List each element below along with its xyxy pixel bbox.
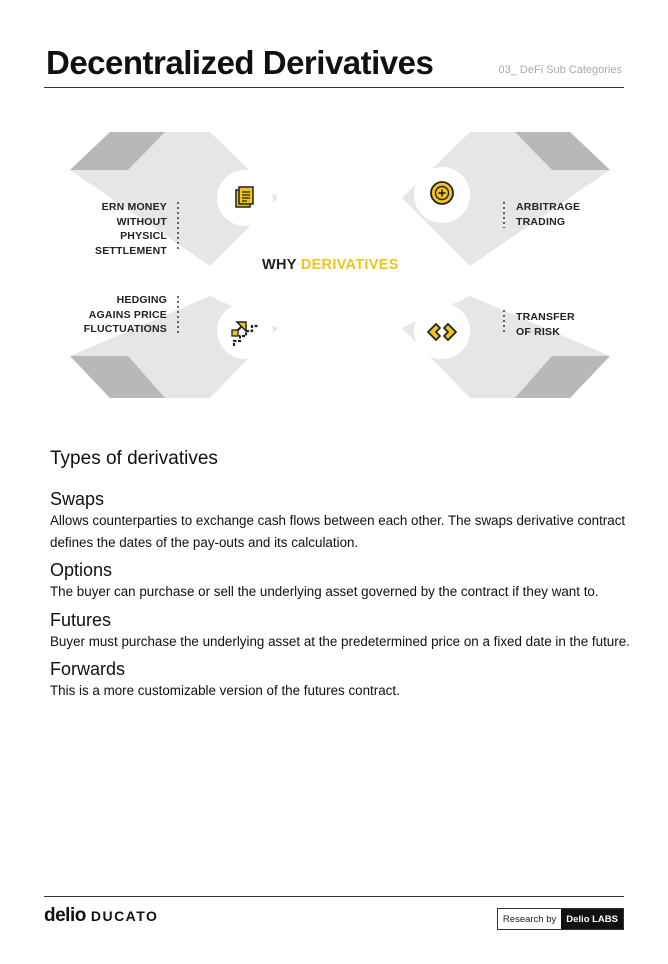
type-item-forwards [50,658,630,702]
type-item-swaps [50,488,630,553]
page-title: Decentralized Derivatives [46,44,434,81]
type-description: The buyer can purchase or sell the underlying asset governed by the contract if they want to. [50,584,599,599]
brand-logo [44,905,158,927]
center-title-prefix: WHY [262,257,297,273]
coin-plus-icon [431,182,453,204]
type-item-futures [50,609,630,653]
types-heading: Types of derivatives [50,448,218,469]
research-label: Research by [502,913,557,925]
block-label-top-left: ERN MONEY WITHOUT PHYSICL SETTLEMENT [95,201,167,257]
block-label-top-right: ARBITRAGE TRADING [516,201,581,228]
center-title-accent: DERIVATIVES [300,257,399,273]
type-name: Options [50,560,113,580]
type-name: Futures [50,609,112,630]
research-brand: Delio LABS [561,909,623,929]
why-derivatives-infographic [60,120,620,410]
document-icon [236,187,253,207]
block-label-bottom-right: TRANSFER OF RISK [516,311,575,338]
type-item-options [50,559,630,603]
type-description: Buyer must purchase the underlying asset at the predetermined price on a fixed date in the future. [50,633,630,649]
types-of-derivatives-section [50,448,630,708]
page-header [44,40,624,88]
brand-sub: DUCATO [90,908,159,924]
type-name: Swaps [50,489,105,509]
type-description: Allows counterparties to exchange cash flows between each other. The swaps derivative contract defines the dates of the pay-outs and its calculation. [50,513,626,550]
section-tag: 03_ DeFi Sub Categories [498,64,622,76]
type-description: This is a more customizable version of the futures contract. [50,683,400,698]
brand-main: delio [44,905,86,926]
page-footer [44,896,624,936]
research-by-badge [497,908,624,930]
why-derivatives-title [262,257,399,273]
type-name: Forwards [50,659,126,679]
block-label-bottom-left: HEDGING AGAINS PRICE FLUCTUATIONS [83,294,167,335]
